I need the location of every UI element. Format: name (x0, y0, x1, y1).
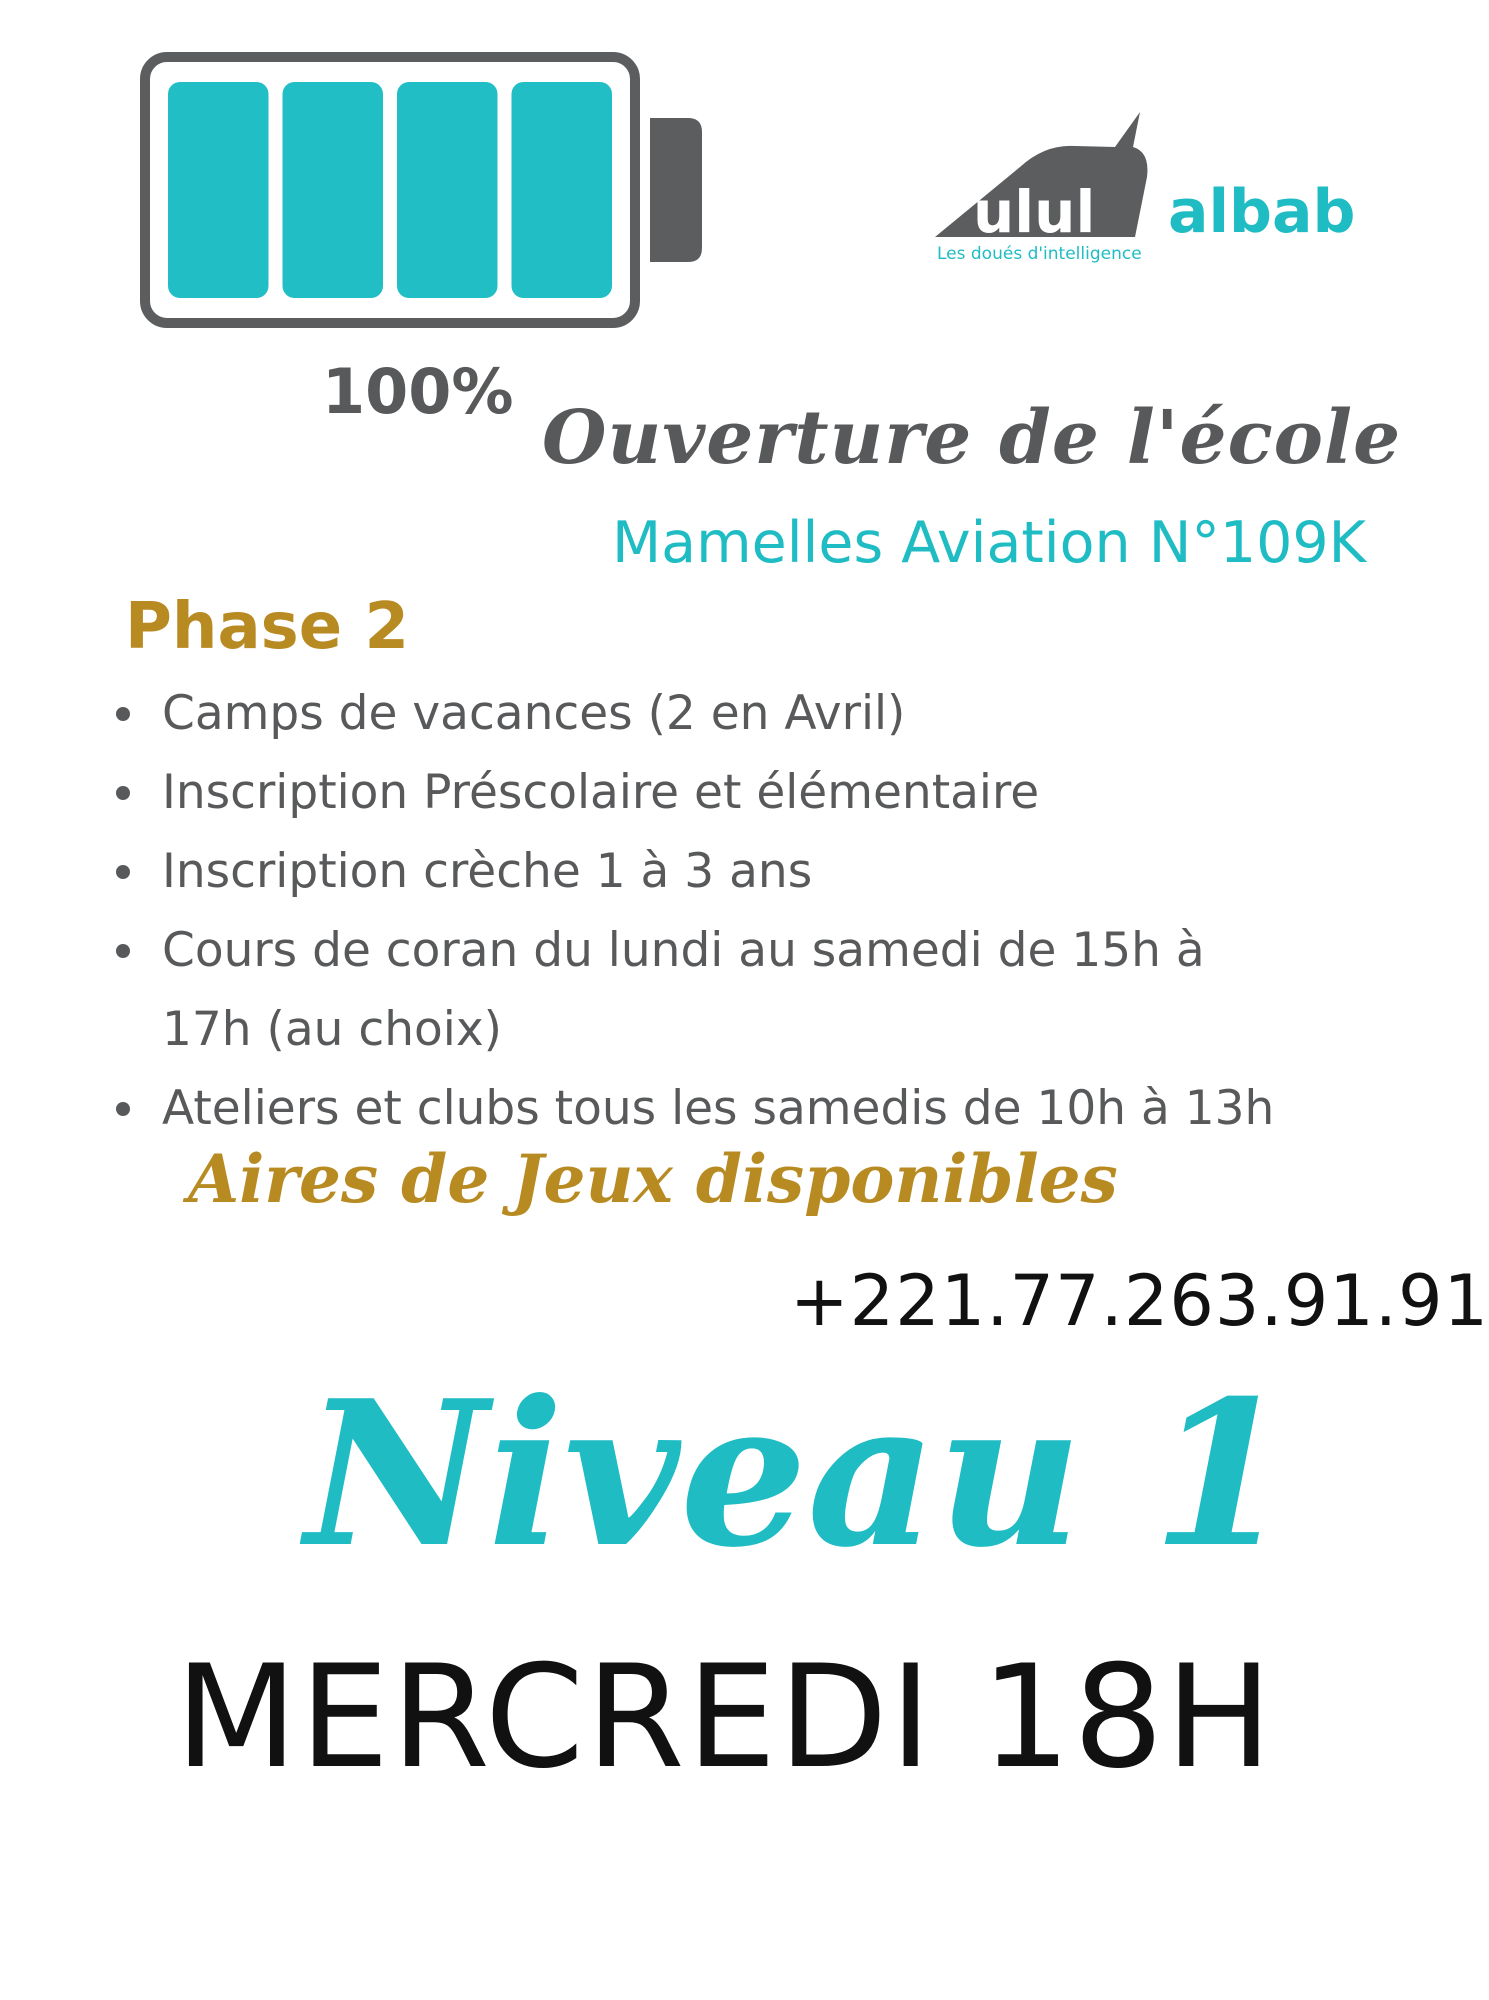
phase-items-list (116, 674, 1336, 1148)
location-subtitle: Mamelles Aviation N°109K (612, 510, 1367, 576)
list-item (116, 753, 1336, 832)
playground-heading: Aires de Jeux disponibles (188, 1140, 1118, 1218)
list-item-text: Camps de vacances (2 en Avril) (162, 686, 906, 741)
logo-tagline: Les doués d'intelligence (937, 244, 1142, 264)
battery-cell (512, 82, 613, 298)
list-item (116, 911, 1336, 1069)
bullet-icon (116, 707, 130, 721)
bullet-icon (116, 865, 130, 879)
list-item-text: Inscription crèche 1 à 3 ans (162, 844, 813, 899)
phase-heading: Phase 2 (125, 590, 409, 664)
schedule-text: MERCREDI 18H (175, 1635, 1275, 1800)
page-title: Ouverture de l'école (542, 395, 1402, 481)
battery-cell (397, 82, 498, 298)
list-item (116, 832, 1336, 911)
logo-word-albab: albab (1168, 177, 1356, 247)
battery-cell (168, 82, 269, 298)
battery-cell (283, 82, 384, 298)
list-item-text: Ateliers et clubs tous les samedis de 10h à 13h (162, 1081, 1275, 1136)
battery-percent-label: 100% (322, 355, 514, 428)
list-item-text: Inscription Préscolaire et élémentaire (162, 765, 1040, 820)
level-heading: Niveau 1 (305, 1357, 1292, 1592)
phone-number: +221.77.263.91.91 (790, 1260, 1489, 1342)
list-item-text: Cours de coran du lundi au samedi de 15h à 17h (au choix) (162, 923, 1205, 1057)
bullet-icon (116, 1102, 130, 1116)
bullet-icon (116, 786, 130, 800)
list-item (116, 674, 1336, 753)
logo-word-ulul: ulul (973, 178, 1096, 246)
battery-icon (140, 52, 712, 328)
list-item (116, 1069, 1336, 1148)
bullet-icon (116, 944, 130, 958)
